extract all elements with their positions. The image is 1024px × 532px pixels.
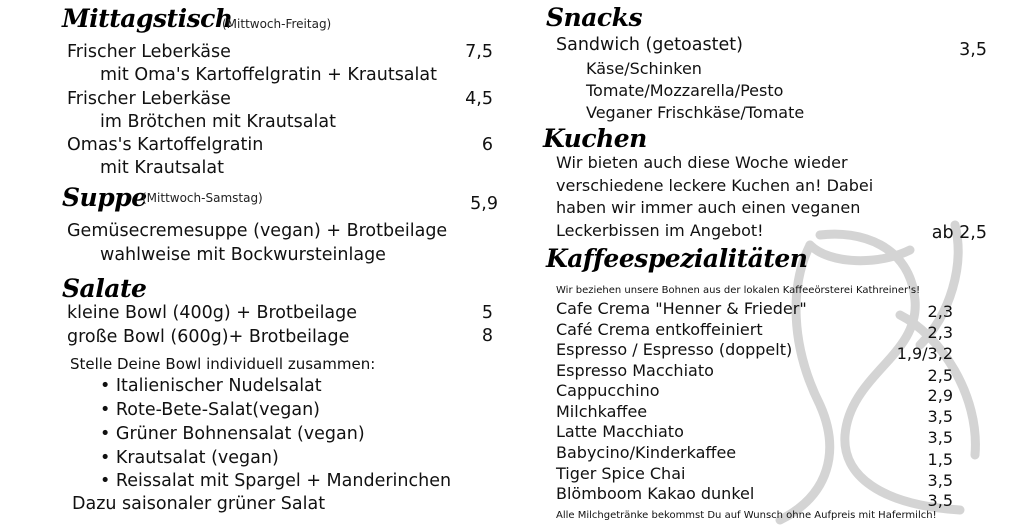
- menu-item-detail: mit Oma's Kartoffelgratin + Krautsalat: [100, 65, 437, 85]
- suppe-option: wahlweise mit Bockwursteinlage: [100, 245, 386, 265]
- kaffee-item-name: Milchkaffee: [556, 402, 648, 421]
- suppe-title: Suppe: [62, 183, 147, 212]
- kaffee-item-name: Tiger Spice Chai: [556, 464, 686, 483]
- kaffee-item-price: 3,5: [927, 491, 953, 510]
- kaffee-item-price: 3,5: [927, 471, 953, 490]
- menu-item-price: 8: [481, 326, 493, 346]
- menu-item-price: 5: [481, 303, 493, 323]
- menu-item-name: Frischer Leberkäse: [67, 89, 231, 109]
- kuchen-text-line: verschiedene leckere Kuchen an! Dabei: [556, 176, 874, 195]
- menu-item-name: Frischer Leberkäse: [67, 42, 231, 62]
- kaffee-item-price: 2,9: [927, 386, 953, 405]
- list-item: • Krautsalat (vegan): [100, 448, 279, 468]
- snack-item-price: 3,5: [959, 40, 987, 60]
- kaffee-title: Kaffeespezialitäten: [546, 244, 808, 273]
- kaffee-item-price: 2,3: [927, 323, 953, 342]
- kaffee-item-name: Blömboom Kakao dunkel: [556, 484, 755, 503]
- menu-item-detail: mit Krautsalat: [100, 158, 224, 178]
- salate-footer: Dazu saisonaler grüner Salat: [72, 494, 326, 514]
- list-item-label: Rote-Bete-Salat(vegan): [115, 400, 320, 420]
- kaffee-item-price: 1,9/3,2: [896, 344, 953, 363]
- list-item-label: Italienischer Nudelsalat: [115, 376, 322, 396]
- snack-variant: Tomate/Mozzarella/Pesto: [586, 81, 784, 100]
- suppe-description: Gemüsecremesuppe (vegan) + Brotbeilage: [67, 221, 448, 241]
- list-item-label: Grüner Bohnensalat (vegan): [115, 424, 365, 444]
- list-item-label: Reissalat mit Spargel + Manderinchen: [115, 471, 452, 491]
- kaffee-item-name: Cappucchino: [556, 381, 660, 400]
- kaffee-footer-note: Alle Milchgetränke bekommst Du auf Wunsch ohne Aufpreis mit Hafermilch!: [556, 510, 937, 521]
- kaffee-item-name: Latte Macchiato: [556, 422, 684, 441]
- snack-variant: Käse/Schinken: [586, 59, 702, 78]
- menu-item-price: 4,5: [465, 89, 493, 109]
- kaffee-item-price: 3,5: [927, 407, 953, 426]
- kuchen-text-line: Wir bieten auch diese Woche wieder: [556, 153, 848, 172]
- list-item: • Italienischer Nudelsalat: [100, 376, 322, 396]
- salate-title: Salate: [62, 274, 147, 303]
- menu-item-detail: im Brötchen mit Krautsalat: [100, 112, 336, 132]
- suppe-days: (Mittwoch-Samstag): [142, 191, 263, 205]
- kaffee-item-price: 3,5: [927, 428, 953, 447]
- kaffee-item-name: Café Crema entkoffeiniert: [556, 320, 763, 339]
- kaffee-item-price: 2,5: [927, 366, 953, 385]
- list-item: • Reissalat mit Spargel + Manderinchen: [100, 471, 452, 491]
- snacks-title: Snacks: [546, 3, 643, 32]
- suppe-price: 5,9: [470, 194, 498, 214]
- menu-item-price: 6: [481, 135, 493, 155]
- kuchen-text-line: haben wir immer auch einen veganen: [556, 198, 861, 217]
- kaffee-item-name: Espresso Macchiato: [556, 361, 714, 380]
- kaffee-intro: Wir beziehen unsere Bohnen aus der lokalen Kaffeeörsterei Kathreiner's!: [556, 285, 921, 296]
- menu-item-price: 7,5: [465, 42, 493, 62]
- list-item: • Grüner Bohnensalat (vegan): [100, 424, 365, 444]
- kuchen-price: ab 2,5: [931, 223, 987, 243]
- kaffee-item-name: Cafe Crema "Henner & Frieder": [556, 299, 807, 318]
- menu-item-name: Omas's Kartoffelgratin: [67, 135, 264, 155]
- list-item: • Rote-Bete-Salat(vegan): [100, 400, 320, 420]
- mittagstisch-title: Mittagstisch: [62, 4, 233, 33]
- list-item-label: Krautsalat (vegan): [115, 448, 279, 468]
- kuchen-text-line: Leckerbissen im Angebot!: [556, 221, 764, 240]
- kaffee-item-name: Espresso / Espresso (doppelt): [556, 340, 793, 359]
- menu-item-name: kleine Bowl (400g) + Brotbeilage: [67, 303, 358, 323]
- kaffee-item-name: Babycino/Kinderkaffee: [556, 443, 737, 462]
- snack-item-name: Sandwich (getoastet): [556, 35, 743, 55]
- menu-item-name: große Bowl (600g)+ Brotbeilage: [67, 327, 350, 347]
- snack-variant: Veganer Frischkäse/Tomate: [586, 103, 805, 122]
- kuchen-title: Kuchen: [543, 124, 647, 153]
- kaffee-item-price: 1,5: [927, 450, 953, 469]
- bowl-custom-heading: Stelle Deine Bowl individuell zusammen:: [70, 355, 376, 373]
- kaffee-item-price: 2,3: [927, 302, 953, 321]
- mittagstisch-days: (Mittwoch-Freitag): [222, 17, 332, 31]
